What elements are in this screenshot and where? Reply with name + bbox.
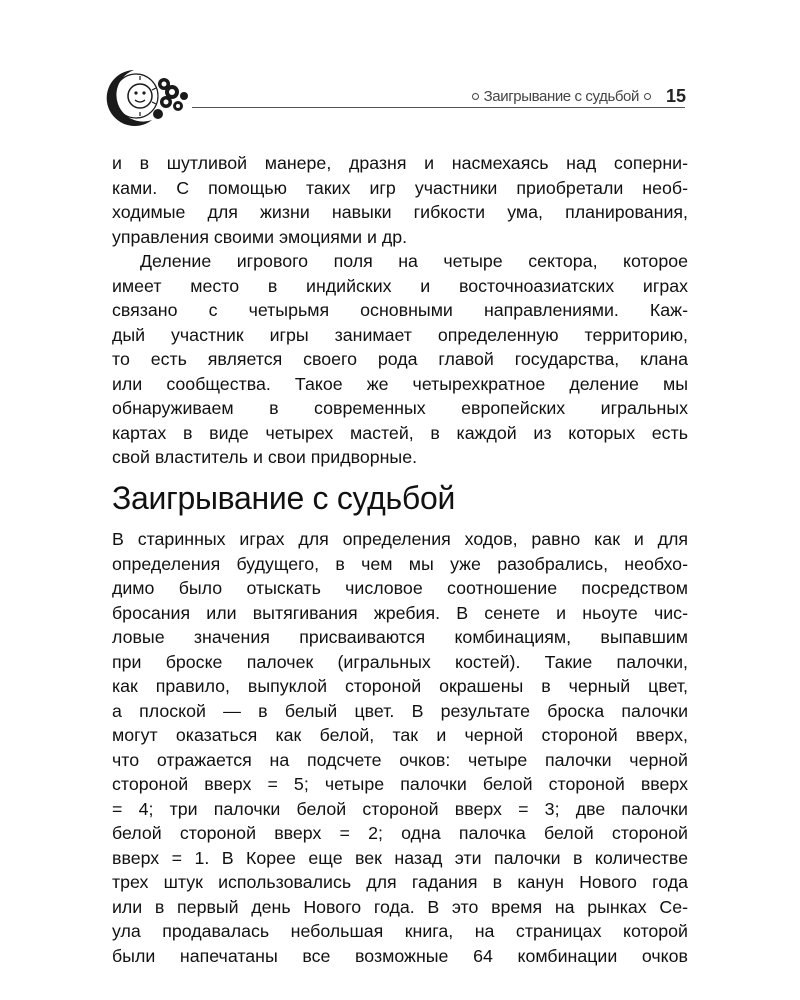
- text-line: белой стороной вверх = 2; одна палочка белой стороной: [112, 823, 688, 843]
- text-line: или в первый день Нового года. В это время на рынках Се-: [112, 896, 688, 917]
- paragraph: [112, 527, 688, 968]
- page-number: 15: [665, 86, 686, 106]
- text-line: или сообщества. Такое же четырехкратное деление мы: [112, 373, 688, 394]
- text-line: = 4; три палочки белой стороной вверх = 3; две палочки: [112, 798, 688, 819]
- header-rule: [192, 107, 685, 108]
- section-heading: Заигрывание с судьбой: [112, 480, 456, 516]
- paragraph: [112, 249, 688, 470]
- text-line: ловые значения присваиваются комбинациям, выпавшим: [112, 627, 688, 647]
- text-line: то есть является своего рода главой государства, клана: [112, 349, 688, 369]
- text-line: трех штук использовались для гадания в канун Нового года: [112, 872, 688, 892]
- text-line: связано с четырьмя основными направлениями. Каж-: [112, 300, 688, 320]
- text-line: вверх = 1. В Корее еще век назад эти палочки в количестве: [112, 847, 688, 868]
- sun-moon-emblem-icon: [106, 66, 192, 126]
- text-line: определения будущего, в чем мы уже разобрались, необхо-: [112, 553, 688, 574]
- text-line: имеет место в индийских и восточноазиатских играх: [112, 275, 688, 296]
- body-text-section: [112, 527, 688, 968]
- text-line: картах в виде четырех мастей, в каждой из которых есть: [112, 422, 688, 443]
- bullet-icon: [644, 93, 651, 100]
- text-line: управления своими эмоциями и др.: [112, 226, 408, 247]
- text-line: а плоской — в белый цвет. В результате броска палочки: [112, 700, 688, 721]
- text-line: ходимые для жизни навыки гибкости ума, планирования,: [112, 202, 688, 222]
- text-line: ула продавалась небольшая книга, на страницах которой: [112, 921, 688, 941]
- body-text-top: [112, 151, 688, 470]
- text-line: ками. С помощью таких игр участники приобретали необ-: [112, 177, 688, 198]
- paragraph: [112, 151, 688, 249]
- running-head: [467, 86, 686, 107]
- text-line: дый участник игры занимает определенную территорию,: [112, 324, 688, 345]
- text-line: свой властитель и свои придворные.: [112, 447, 418, 467]
- text-line: димо было отыскать числовое соотношение посредством: [112, 578, 688, 598]
- page-header: [100, 62, 700, 124]
- text-line: при броске палочек (игральных костей). Такие палочки,: [112, 651, 688, 672]
- bullet-icon: [472, 93, 479, 100]
- text-line: могут оказаться как белой, так и черной стороной вверх,: [112, 725, 688, 745]
- text-line: В старинных играх для определения ходов, равно как и для: [112, 529, 688, 549]
- text-line: что отражается на подсчете очков: четыре палочки черной: [112, 749, 688, 770]
- text-line: бросания или вытягивания жребия. В сенете и ньоуте чис-: [112, 602, 688, 623]
- text-line: обнаруживаем в современных европейских игральных: [112, 398, 688, 418]
- text-line: были напечатаны все возможные 64 комбинации очков: [112, 945, 688, 966]
- text-line: Деление игрового поля на четыре сектора, которое: [140, 251, 688, 271]
- text-line: как правило, выпуклой стороной окрашены в черный цвет,: [112, 676, 688, 696]
- text-line: стороной вверх = 5; четыре палочки белой стороной вверх: [112, 774, 688, 794]
- text-line: и в шутливой манере, дразня и насмехаясь над соперни-: [112, 153, 688, 173]
- running-title: Заигрывание с судьбой: [483, 88, 639, 105]
